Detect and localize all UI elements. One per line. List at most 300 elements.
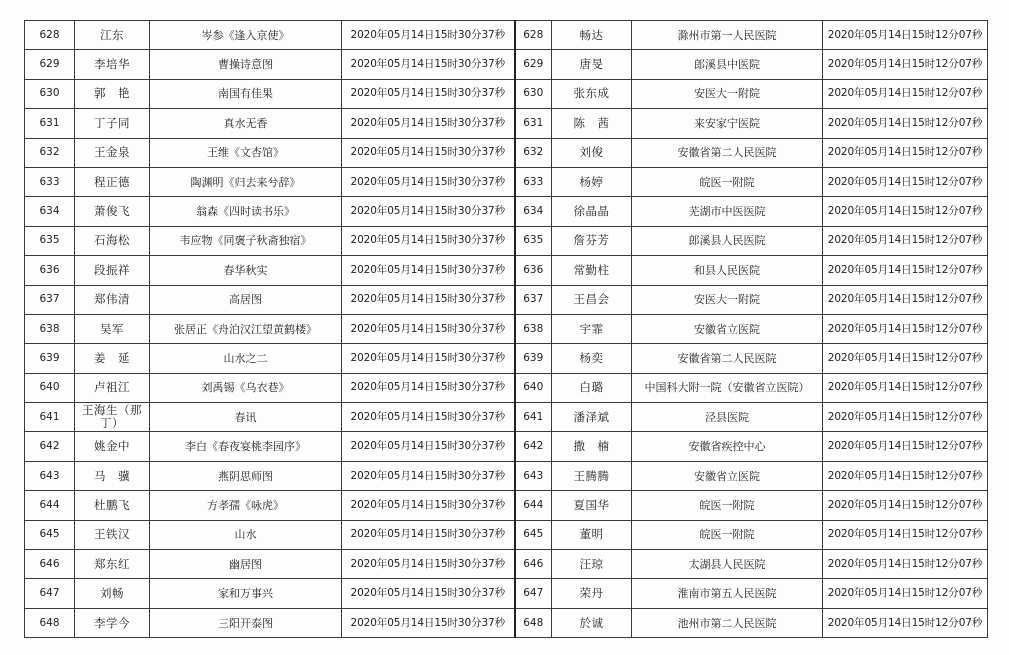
left-artwork-cell (150, 520, 342, 549)
right-timestamp: 2020年05月14日15时12分07秒 (827, 410, 983, 423)
right-number: 641 (523, 410, 544, 423)
table-row (25, 520, 988, 549)
left-artwork-title: 春华秋实 (223, 263, 268, 277)
right-timestamp: 2020年05月14日15时12分07秒 (827, 293, 983, 306)
right-hospital: 皖医一附院 (699, 528, 755, 542)
left-artwork-cell (150, 285, 342, 314)
right-time-cell (823, 608, 988, 637)
left-artwork-title: 高居图 (229, 293, 262, 307)
right-name-cell (552, 344, 632, 373)
left-time-cell (342, 109, 515, 138)
left-number: 637 (39, 293, 60, 306)
right-hospital-cell (632, 197, 823, 226)
table-row (25, 21, 988, 50)
left-name-cell (75, 314, 150, 343)
right-name: 杨奕 (579, 350, 604, 365)
left-name: 郭 艳 (94, 86, 130, 101)
left-artwork-title: 三阳开泰图 (218, 616, 273, 630)
right-name: 畅达 (579, 27, 604, 42)
left-number-cell (25, 344, 75, 373)
left-artwork-title: 山水 (234, 528, 257, 542)
table-row (25, 579, 988, 608)
left-name-cell (75, 285, 150, 314)
left-number-cell (25, 79, 75, 108)
right-number: 638 (523, 322, 544, 335)
right-timestamp: 2020年05月14日15时12分07秒 (827, 87, 983, 100)
right-hospital: 滁州市第一人民医院 (677, 28, 777, 42)
left-name-cell (75, 344, 150, 373)
right-hospital-cell (632, 21, 823, 50)
left-timestamp: 2020年05月14日15时30分37秒 (350, 146, 506, 159)
left-number: 628 (39, 28, 60, 41)
right-hospital: 安徽省第二人民医院 (677, 351, 777, 365)
left-artwork-title: 曹操诗意图 (218, 58, 273, 72)
right-timestamp: 2020年05月14日15时12分07秒 (827, 616, 983, 629)
left-name: 丁子同 (94, 115, 130, 130)
right-number-cell (515, 461, 552, 490)
left-number: 636 (39, 263, 60, 276)
right-hospital: 郎溪县人民医院 (688, 234, 766, 248)
left-time-cell (342, 520, 515, 549)
right-name: 宇霏 (579, 321, 604, 336)
left-number-cell (25, 226, 75, 255)
right-name-cell (552, 608, 632, 637)
right-name-cell (552, 256, 632, 285)
left-number: 635 (39, 234, 60, 247)
left-artwork-cell (150, 373, 342, 402)
right-number-cell (515, 491, 552, 520)
right-number: 634 (523, 205, 544, 218)
left-time-cell (342, 491, 515, 520)
right-number-cell (515, 432, 552, 461)
left-name: 李学今 (94, 615, 130, 630)
left-timestamp: 2020年05月14日15时30分37秒 (350, 263, 506, 276)
right-timestamp: 2020年05月14日15时12分07秒 (827, 175, 983, 188)
right-number: 646 (523, 557, 544, 570)
right-hospital-cell (632, 432, 823, 461)
table-row (25, 608, 988, 637)
left-name: 萧俊飞 (94, 204, 130, 219)
right-hospital-cell (632, 608, 823, 637)
left-artwork-cell (150, 344, 342, 373)
left-time-cell (342, 21, 515, 50)
left-name-cell (75, 138, 150, 167)
left-name-cell (75, 579, 150, 608)
left-artwork-cell (150, 461, 342, 490)
left-number-cell (25, 314, 75, 343)
right-hospital: 皖医一附院 (699, 498, 755, 512)
left-number-cell (25, 285, 75, 314)
left-timestamp: 2020年05月14日15时30分37秒 (350, 381, 506, 394)
left-number: 633 (39, 175, 60, 188)
right-number-cell (515, 579, 552, 608)
left-name: 刘畅 (100, 586, 124, 601)
right-timestamp: 2020年05月14日15时12分07秒 (827, 116, 983, 129)
left-number-cell (25, 256, 75, 285)
right-timestamp: 2020年05月14日15时12分07秒 (827, 351, 983, 364)
right-timestamp: 2020年05月14日15时12分07秒 (827, 58, 983, 71)
right-hospital: 皖医一附院 (699, 175, 755, 189)
left-artwork-title: 陶渊明《归去来兮辞》 (190, 175, 301, 189)
left-artwork-title: 真水无香 (223, 116, 268, 130)
right-time-cell (823, 314, 988, 343)
right-number-cell (515, 197, 552, 226)
left-artwork-title: 方孝孺《咏虎》 (207, 498, 284, 512)
left-artwork-cell (150, 256, 342, 285)
left-number: 630 (39, 87, 60, 100)
left-name-cell (75, 226, 150, 255)
right-number: 633 (523, 175, 544, 188)
right-name-cell (552, 79, 632, 108)
left-number-cell (25, 550, 75, 579)
left-artwork-cell (150, 50, 342, 79)
left-name-cell (75, 109, 150, 138)
right-time-cell (823, 226, 988, 255)
left-timestamp: 2020年05月14日15时30分37秒 (350, 116, 506, 129)
left-artwork-cell (150, 197, 342, 226)
left-timestamp: 2020年05月14日15时30分37秒 (350, 498, 506, 511)
left-number-cell (25, 138, 75, 167)
table-row (25, 226, 988, 255)
left-timestamp: 2020年05月14日15时30分37秒 (350, 58, 506, 71)
right-name: 徐晶晶 (573, 204, 610, 219)
left-artwork-title: 韦应物《同褒子秋斋独宿》 (179, 234, 312, 248)
right-number-cell (515, 138, 552, 167)
right-timestamp: 2020年05月14日15时12分07秒 (827, 28, 983, 41)
left-name-cell (75, 167, 150, 196)
left-name: 王铁汉 (94, 527, 130, 542)
right-hospital-cell (632, 226, 823, 255)
right-hospital-cell (632, 520, 823, 549)
left-artwork-cell (150, 79, 342, 108)
left-number-cell (25, 50, 75, 79)
right-name-cell (552, 461, 632, 490)
right-hospital: 中国科大附一院（安徽省立医院） (644, 381, 810, 395)
left-artwork-title: 王维《文杏馆》 (207, 146, 284, 160)
left-name-cell (75, 461, 150, 490)
left-timestamp: 2020年05月14日15时30分37秒 (350, 205, 506, 218)
right-hospital-cell (632, 344, 823, 373)
left-number-cell (25, 579, 75, 608)
right-timestamp: 2020年05月14日15时12分07秒 (827, 528, 983, 541)
table-row (25, 461, 988, 490)
right-timestamp: 2020年05月14日15时12分07秒 (827, 498, 983, 511)
right-number-cell (515, 403, 552, 432)
right-time-cell (823, 197, 988, 226)
left-timestamp: 2020年05月14日15时30分37秒 (350, 87, 506, 100)
right-hospital: 太湖县人民医院 (688, 557, 766, 571)
left-time-cell (342, 79, 515, 108)
right-number: 642 (523, 440, 544, 453)
right-time-cell (823, 167, 988, 196)
left-name-cell (75, 79, 150, 108)
left-number-cell (25, 21, 75, 50)
left-number: 643 (39, 469, 60, 482)
right-hospital-cell (632, 461, 823, 490)
left-artwork-cell (150, 432, 342, 461)
right-number-cell (515, 21, 552, 50)
left-name: 郑伟清 (94, 292, 130, 307)
right-name-cell (552, 491, 632, 520)
left-number-cell (25, 167, 75, 196)
left-name: 段振祥 (94, 262, 130, 277)
left-time-cell (342, 550, 515, 579)
right-number: 640 (523, 381, 544, 394)
right-hospital: 芜湖市中医医院 (688, 205, 766, 219)
left-name-cell (75, 197, 150, 226)
right-hospital: 安徽省第二人民医院 (677, 146, 777, 160)
left-name-cell (75, 550, 150, 579)
right-time-cell (823, 491, 988, 520)
right-name: 汪琼 (579, 556, 604, 571)
left-artwork-title: 南国有佳果 (218, 87, 273, 101)
left-name-cell (75, 491, 150, 520)
left-artwork-cell (150, 491, 342, 520)
left-name-cell (75, 256, 150, 285)
right-name: 撒 楠 (573, 439, 610, 454)
left-name-cell (75, 403, 150, 432)
left-artwork-cell (150, 403, 342, 432)
right-number: 643 (523, 469, 544, 482)
left-number: 646 (39, 557, 60, 570)
table-row (25, 432, 988, 461)
left-time-cell (342, 461, 515, 490)
left-artwork-cell (150, 138, 342, 167)
right-name: 荣丹 (579, 586, 604, 601)
left-timestamp: 2020年05月14日15时30分37秒 (350, 528, 506, 541)
left-number-cell (25, 461, 75, 490)
right-name-cell (552, 432, 632, 461)
right-number: 636 (523, 263, 544, 276)
right-number: 647 (523, 587, 544, 600)
table-body (25, 21, 988, 638)
left-number: 640 (39, 381, 60, 394)
right-hospital-cell (632, 109, 823, 138)
right-number-cell (515, 520, 552, 549)
right-hospital-cell (632, 138, 823, 167)
table-row (25, 138, 988, 167)
right-name: 唐旻 (579, 57, 604, 72)
right-timestamp: 2020年05月14日15时12分07秒 (827, 557, 983, 570)
left-number: 629 (39, 58, 60, 71)
right-hospital: 淮南市第五人民医院 (677, 587, 777, 601)
left-name: 王海生（那丁） (82, 403, 142, 431)
left-timestamp: 2020年05月14日15时30分37秒 (350, 440, 506, 453)
right-number: 645 (523, 528, 544, 541)
right-name-cell (552, 550, 632, 579)
left-artwork-cell (150, 314, 342, 343)
left-name: 姜 延 (94, 350, 130, 365)
right-hospital: 安徽省立医院 (694, 322, 760, 336)
right-name: 陈 茜 (573, 115, 610, 130)
left-artwork-cell (150, 226, 342, 255)
right-time-cell (823, 550, 988, 579)
right-number-cell (515, 79, 552, 108)
right-name-cell (552, 520, 632, 549)
left-timestamp: 2020年05月14日15时30分37秒 (350, 557, 506, 570)
right-number-cell (515, 285, 552, 314)
table-row (25, 314, 988, 343)
right-hospital-cell (632, 403, 823, 432)
right-timestamp: 2020年05月14日15时12分07秒 (827, 381, 983, 394)
right-name-cell (552, 50, 632, 79)
right-name: 詹芬芳 (573, 233, 610, 248)
right-time-cell (823, 344, 988, 373)
right-name-cell (552, 109, 632, 138)
right-name: 杨婷 (579, 174, 604, 189)
right-name-cell (552, 138, 632, 167)
right-number: 648 (523, 616, 544, 629)
left-artwork-title: 山水之二 (223, 351, 268, 365)
right-name-cell (552, 373, 632, 402)
left-time-cell (342, 608, 515, 637)
right-time-cell (823, 109, 988, 138)
left-timestamp: 2020年05月14日15时30分37秒 (350, 28, 506, 41)
left-artwork-title: 岑参《逢入京使》 (201, 28, 290, 42)
right-number: 635 (523, 234, 544, 247)
right-time-cell (823, 403, 988, 432)
right-hospital-cell (632, 314, 823, 343)
left-number: 648 (39, 616, 60, 629)
left-name: 姚金中 (94, 439, 130, 454)
right-hospital: 安医大一附院 (694, 87, 760, 101)
right-name-cell (552, 403, 632, 432)
left-artwork-title: 张居正《舟泊汉江望黄鹤楼》 (174, 322, 317, 336)
table-row (25, 197, 988, 226)
right-time-cell (823, 579, 988, 608)
table-row (25, 50, 988, 79)
table-row (25, 285, 988, 314)
right-time-cell (823, 21, 988, 50)
left-time-cell (342, 579, 515, 608)
right-hospital-cell (632, 285, 823, 314)
left-number-cell (25, 608, 75, 637)
left-time-cell (342, 226, 515, 255)
right-number-cell (515, 256, 552, 285)
right-hospital: 郎溪县中医院 (694, 58, 760, 72)
left-name: 程正德 (94, 174, 130, 189)
left-name: 马 骥 (94, 468, 130, 483)
right-hospital: 安医大一附院 (694, 293, 760, 307)
right-timestamp: 2020年05月14日15时12分07秒 (827, 469, 983, 482)
right-timestamp: 2020年05月14日15时12分07秒 (827, 263, 983, 276)
left-name: 郑东红 (94, 556, 130, 571)
right-name-cell (552, 197, 632, 226)
left-name: 李培华 (94, 57, 130, 72)
left-time-cell (342, 50, 515, 79)
table-row (25, 167, 988, 196)
right-number: 644 (523, 498, 544, 511)
table-row (25, 256, 988, 285)
right-number-cell (515, 109, 552, 138)
left-name-cell (75, 520, 150, 549)
left-artwork-title: 刘禹锡《乌衣巷》 (201, 381, 290, 395)
left-time-cell (342, 285, 515, 314)
left-time-cell (342, 167, 515, 196)
left-artwork-title: 春讯 (234, 410, 257, 424)
left-name-cell (75, 608, 150, 637)
right-number: 631 (523, 116, 544, 129)
right-time-cell (823, 373, 988, 402)
right-number: 630 (523, 87, 544, 100)
left-name: 卢祖江 (94, 380, 130, 395)
left-time-cell (342, 314, 515, 343)
right-name-cell (552, 579, 632, 608)
left-artwork-cell (150, 109, 342, 138)
right-number: 639 (523, 351, 544, 364)
right-name: 张东成 (573, 86, 610, 101)
left-number: 634 (39, 205, 60, 218)
left-artwork-title: 燕阴思师图 (218, 469, 273, 483)
left-artwork-title: 李白《春夜宴桃李园序》 (185, 440, 306, 454)
right-name-cell (552, 167, 632, 196)
left-number: 645 (39, 528, 60, 541)
left-time-cell (342, 197, 515, 226)
right-timestamp: 2020年05月14日15时12分07秒 (827, 322, 983, 335)
right-name-cell (552, 285, 632, 314)
right-hospital-cell (632, 373, 823, 402)
left-name: 江东 (100, 27, 124, 42)
left-artwork-title: 翁森《四时读书乐》 (196, 205, 295, 219)
left-time-cell (342, 344, 515, 373)
right-name: 王昌会 (573, 292, 610, 307)
left-number-cell (25, 373, 75, 402)
left-number: 632 (39, 146, 60, 159)
right-hospital: 安徽省疾控中心 (688, 440, 766, 454)
left-name: 王金泉 (94, 145, 130, 160)
left-timestamp: 2020年05月14日15时30分37秒 (350, 410, 506, 423)
left-name: 吴军 (100, 321, 124, 336)
right-time-cell (823, 432, 988, 461)
left-artwork-title: 幽居图 (229, 557, 262, 571)
right-time-cell (823, 79, 988, 108)
left-number: 639 (39, 351, 60, 364)
right-timestamp: 2020年05月14日15时12分07秒 (827, 234, 983, 247)
right-timestamp: 2020年05月14日15时12分07秒 (827, 205, 983, 218)
left-number-cell (25, 109, 75, 138)
table-row (25, 79, 988, 108)
right-hospital-cell (632, 50, 823, 79)
right-number: 632 (523, 146, 544, 159)
table-row (25, 373, 988, 402)
table-row (25, 109, 988, 138)
right-time-cell (823, 520, 988, 549)
left-artwork-cell (150, 21, 342, 50)
registration-table (24, 20, 988, 638)
left-artwork-title: 家和万事兴 (218, 587, 273, 601)
left-number: 638 (39, 322, 60, 335)
right-hospital-cell (632, 491, 823, 520)
right-number: 628 (523, 28, 544, 41)
right-number-cell (515, 373, 552, 402)
right-number-cell (515, 167, 552, 196)
right-time-cell (823, 138, 988, 167)
right-number: 637 (523, 293, 544, 306)
right-timestamp: 2020年05月14日15时12分07秒 (827, 146, 983, 159)
left-artwork-cell (150, 167, 342, 196)
right-time-cell (823, 285, 988, 314)
left-timestamp: 2020年05月14日15时30分37秒 (350, 469, 506, 482)
right-name: 夏国华 (573, 497, 610, 512)
right-name-cell (552, 314, 632, 343)
right-hospital: 泾县医院 (705, 410, 749, 424)
right-number-cell (515, 550, 552, 579)
table-row (25, 491, 988, 520)
left-timestamp: 2020年05月14日15时30分37秒 (350, 616, 506, 629)
table-row (25, 550, 988, 579)
left-number-cell (25, 432, 75, 461)
left-number: 647 (39, 587, 60, 600)
